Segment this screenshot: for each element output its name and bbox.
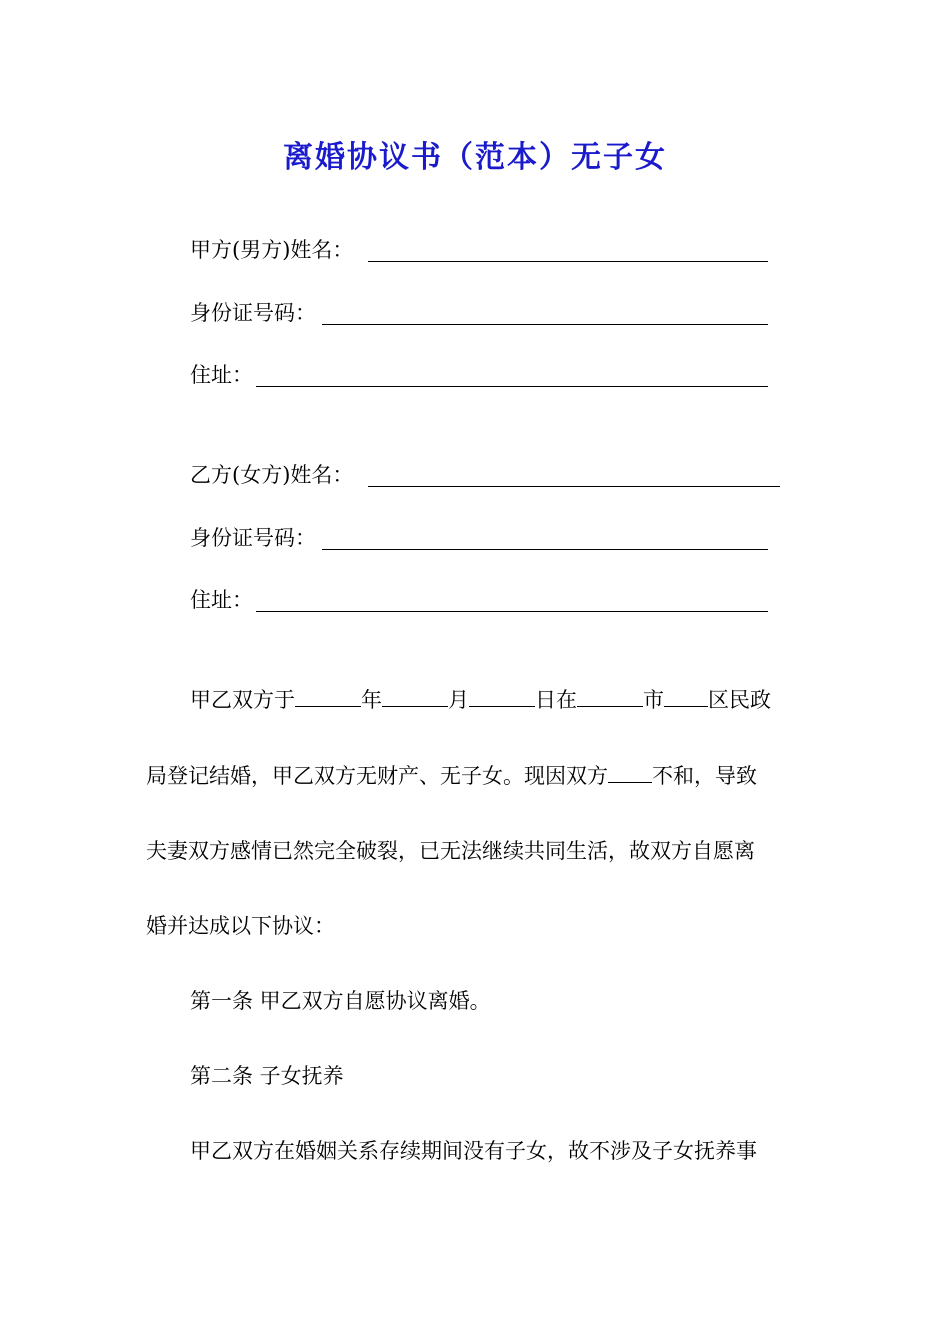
party-b-address-label: 住址： [190,588,253,612]
intro-text-1: 甲乙双方于 [190,688,295,712]
party-a-address-label: 住址： [190,363,253,387]
party-a-name-line[interactable] [368,261,768,262]
party-b-id-label: 身份证号码： [190,526,316,550]
document-title: 离婚协议书（范本）无子女 [283,140,667,175]
intro-line-1 [190,686,840,714]
intro-text-2b: 不和，导致 [652,764,757,788]
year-blank[interactable] [295,705,361,707]
month-blank[interactable] [382,705,448,707]
party-b-address-field [190,586,253,614]
party-b-name-line[interactable] [368,486,780,487]
city-blank[interactable] [577,705,643,707]
intro-line-2 [146,762,796,790]
district-blank[interactable] [664,705,708,707]
party-b-address-line[interactable] [256,611,768,612]
party-b-name-label: 乙方(女方)姓名： [190,463,354,487]
intro-line-3: 夫妻双方感情已然完全破裂，已无法继续共同生活，故双方自愿离 [146,839,755,863]
article-2-body: 甲乙双方在婚姻关系存续期间没有子女，故不涉及子女抚养事 [190,1139,757,1163]
intro-line-4: 婚并达成以下协议： [146,914,335,938]
day-label: 日在 [535,688,577,712]
party-b-name-field [190,461,353,489]
intro-text-2a: 局登记结婚，甲乙双方无财产、无子女。现因双方 [146,764,608,788]
party-a-address-line[interactable] [256,386,768,387]
party-a-address-field [190,361,253,389]
party-a-name-label: 甲方(男方)姓名： [190,238,354,262]
party-a-id-label: 身份证号码： [190,301,316,325]
party-a-id-field [190,299,316,327]
reason-blank[interactable] [608,781,652,783]
month-label: 月 [448,688,469,712]
party-a-id-line[interactable] [322,324,768,325]
party-b-id-field [190,524,316,552]
article-2-title: 第二条 子女抚养 [190,1064,344,1088]
article-1: 第一条 甲乙双方自愿协议离婚。 [190,989,491,1013]
day-blank[interactable] [469,705,535,707]
city-label: 市 [643,688,664,712]
party-b-id-line[interactable] [322,549,768,550]
year-label: 年 [361,688,382,712]
district-label: 区民政 [708,688,771,712]
party-a-name-field [190,236,353,264]
